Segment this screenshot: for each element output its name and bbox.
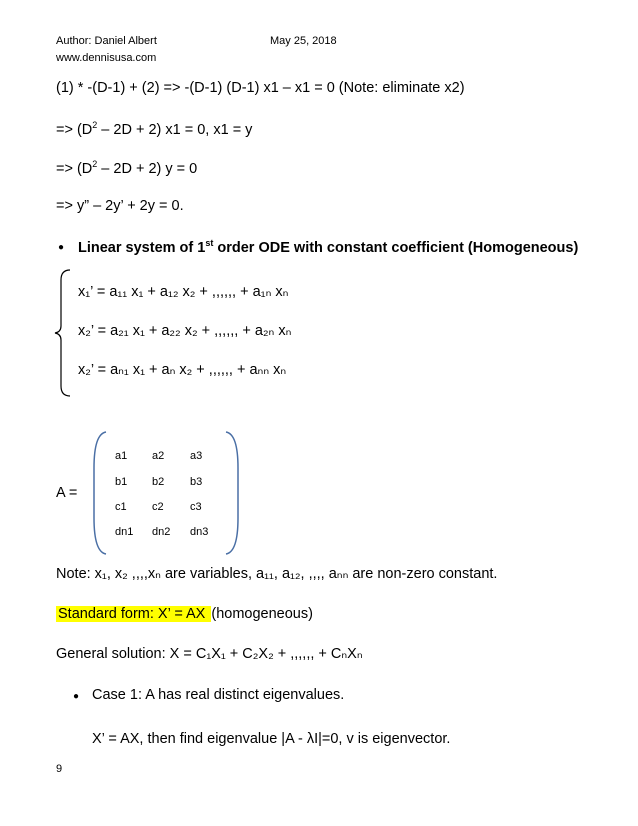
matrix-cell: c2 <box>152 501 164 513</box>
bullet-icon: ● <box>73 691 80 702</box>
header-author: Author: Daniel Albert <box>56 35 157 47</box>
system-brace <box>52 268 74 398</box>
matrix-cell: dn2 <box>152 526 171 538</box>
matrix-cell: c1 <box>115 501 127 513</box>
header-date: May 25, 2018 <box>270 35 337 47</box>
matrix-cell: b2 <box>152 476 165 488</box>
standard-form: Standard form: X’ = AX (homogeneous) <box>58 606 313 622</box>
system-eq-2: x₂’ = a₂₁ x₁ + a₂₂ x₂ + ,,,,,, + a₂ₙ xₙ <box>78 323 292 339</box>
matrix-cell: a3 <box>190 450 203 462</box>
matrix-cell: a2 <box>152 450 165 462</box>
bullet-icon: ● <box>58 242 65 253</box>
derivation-line-4: => y” – 2y’ + 2y = 0. <box>56 198 184 214</box>
matrix-cell: c3 <box>190 501 202 513</box>
derivation-line-3: => $(D^2 - 2D + 2) y = 0$ <box>56 159 198 177</box>
page-number: 9 <box>56 763 63 775</box>
system-eq-1: x₁’ = a₁₁ x₁ + a₁₂ x₂ + ,,,,,, + a₁ₙ xₙ <box>78 284 289 300</box>
matrix-label: A = <box>56 485 78 501</box>
derivation-line-2: => $(D^2 - 2D + 2) x1 = 0$, x1 = y <box>56 120 253 138</box>
case-1-title: Case 1: A has real distinct eigenvalues. <box>92 687 345 703</box>
case-1-detail: X’ = AX, then find eigenvalue |A - λI|=0, v is eigenvector. <box>92 731 451 747</box>
derivation-line-1: (1) * -(D-1) + (2) => -(D-1) (D-1) x1 – x1 = 0 (Note: eliminate x2) <box>56 80 465 96</box>
matrix-brackets <box>92 428 242 558</box>
matrix-cell: b1 <box>115 476 128 488</box>
matrix-cell: a1 <box>115 450 128 462</box>
matrix-cell: dn3 <box>190 526 209 538</box>
header-website: www.dennisusa.com <box>56 52 157 64</box>
matrix-cell: b3 <box>190 476 203 488</box>
note-text: Note: x₁, x₂ ,,,,xₙ are variables, a₁₁, a₁₂, ,,,, aₙₙ are non-zero constant. <box>56 566 498 582</box>
system-eq-3: x₂’ = aₙ₁ x₁ + aₙ x₂ + ,,,,,, + aₙₙ xₙ <box>78 362 287 378</box>
standard-form-highlight: Standard form: X’ = AX <box>58 606 210 622</box>
section-title: Linear system of 1st order ODE with constant coefficient (Homogeneous) <box>78 238 579 256</box>
matrix-cell: dn1 <box>115 526 134 538</box>
general-solution: General solution: X = C₁X₁ + C₂X₂ + ,,,,,, + CₙXₙ <box>56 646 363 662</box>
